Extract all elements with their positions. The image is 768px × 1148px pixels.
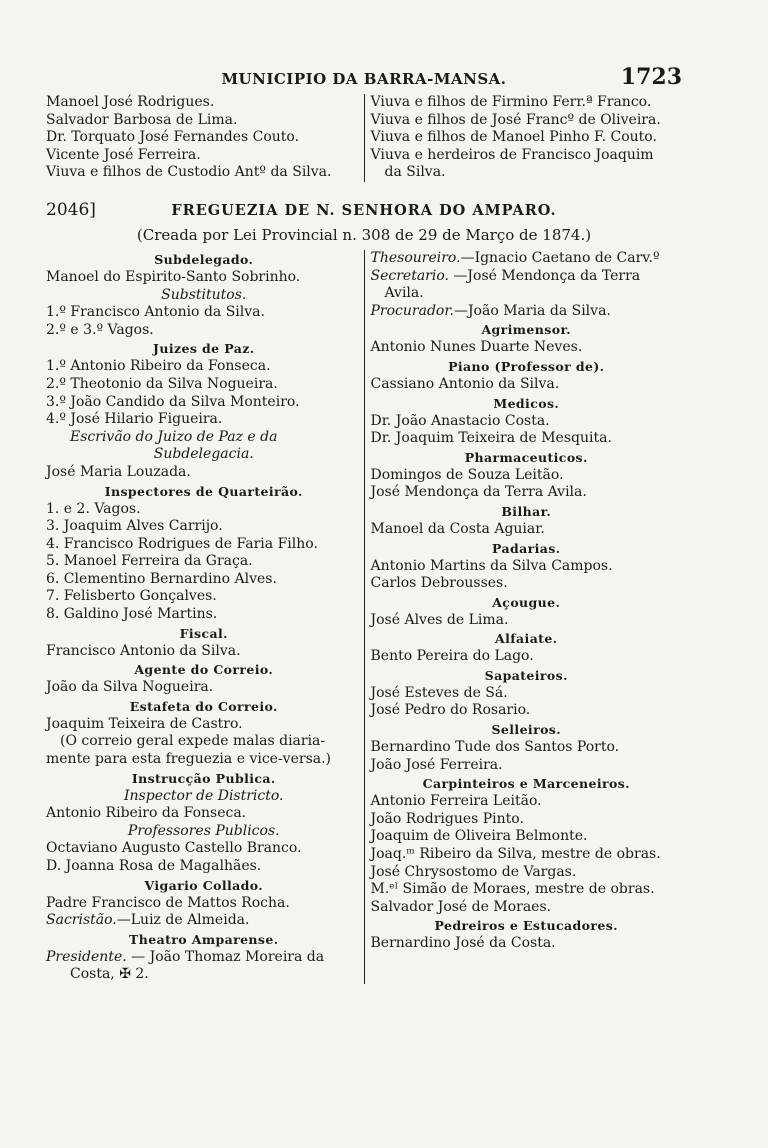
estafeta-heading: Estafeta do Correio. (129, 698, 278, 714)
list-item: Bento Pereira do Lago. (370, 648, 534, 665)
list-item: 7. Felisberto Gonçalves. (46, 588, 217, 605)
secretario-label: Secretario. (370, 267, 449, 284)
list-item: 5. Manoel Ferreira da Graça. (46, 553, 253, 570)
list-item: da Silva. (384, 164, 446, 181)
list-item: José Chrysostomo de Vargas. (370, 863, 577, 880)
list-item: Domingos de Souza Leitão. (370, 466, 564, 483)
correio-note-cont: mente para esta freguezia e vice-versa.) (46, 751, 332, 768)
section-heading (46, 196, 682, 224)
list-item: Joaquim de Oliveira Belmonte. (370, 828, 588, 845)
left-column (46, 250, 364, 984)
list-item: José Maria Louzada. (46, 463, 191, 480)
sacristao-line (46, 912, 362, 930)
list-item: 4. Francisco Rodrigues de Faria Filho. (46, 535, 318, 552)
list-item: João Rodrigues Pinto. (370, 810, 524, 827)
inspector-label: Inspector de Districto. (124, 787, 284, 804)
list-item: 8. Galdino José Martins. (46, 606, 218, 623)
escrivao-label-cont: Subdelegacia. (153, 446, 254, 463)
juizes-heading: Juizes de Paz. (153, 341, 255, 357)
list-item: Padre Francisco de Mattos Rocha. (46, 894, 290, 911)
list-item: M.ᵉˡ Simão de Moraes, mestre de obras. (370, 881, 655, 898)
list-item: João José Ferreira. (370, 756, 503, 773)
bilhar-heading: Bilhar. (501, 503, 552, 519)
running-header (46, 62, 682, 94)
list-item: Viuva e filhos de José Francº de Oliveira. (370, 111, 661, 128)
right-column (364, 250, 683, 984)
instrucao-heading: Instrucção Publica. (131, 770, 276, 786)
main-columns (46, 250, 682, 984)
presidente-line (46, 949, 362, 967)
correio-note: (O correio geral expede malas diaria- (60, 733, 326, 750)
list-item: José Mendonça da Terra Avila. (370, 484, 587, 501)
pharmaceuticos-heading: Pharmaceuticos. (464, 449, 588, 465)
top-list (46, 94, 682, 182)
list-item: Salvador Barbosa de Lima. (46, 111, 238, 128)
escrivao-label: Escrivão do Juizo de Paz e da (70, 428, 278, 445)
list-item: 6. Clementino Bernardino Alves. (46, 570, 277, 587)
municipality-title: MUNICIPIO DA BARRA-MANSA. (221, 70, 507, 88)
secretario-name: —José Mendonça da Terra (448, 267, 641, 284)
alfaiate-heading: Alfaiate. (495, 631, 558, 647)
substitutos-heading: Substitutos. (161, 286, 247, 303)
sapateiros-heading: Sapateiros. (484, 667, 568, 683)
medicos-heading: Medicos. (493, 395, 560, 411)
list-item: Antonio Nunes Duarte Neves. (370, 339, 583, 356)
page-number: 1723 (620, 64, 682, 90)
list-item: Manoel da Costa Aguiar. (370, 520, 545, 537)
list-item: Manoel José Rodrigues. (46, 94, 215, 110)
list-item: Vicente José Ferreira. (46, 146, 201, 163)
presidente-name: — João Thomaz Moreira da (126, 948, 325, 965)
list-item: Bernardino Tude dos Santos Porto. (370, 739, 620, 756)
procurador-label: Procurador. (370, 302, 454, 319)
list-item: José Pedro do Rosario. (370, 702, 531, 719)
list-item: Francisco Antonio da Silva. (46, 642, 241, 659)
section-subtitle: (Creada por Lei Provincial n. 308 de 29 de Março de 1874.) (136, 225, 592, 244)
list-item: 4.º José Hilario Figueira. (46, 411, 223, 428)
list-item: 3.º João Candido da Silva Monteiro. (46, 393, 300, 410)
list-item: Joaquim Teixeira de Castro. (46, 715, 243, 732)
list-item: Viuva e filhos de Custodio Antº da Silva. (46, 164, 332, 181)
list-item: Antonio Ferreira Leitão. (370, 793, 542, 810)
sacristao-label: Sacristão. (46, 912, 117, 929)
vigario-heading: Vigario Collado. (144, 877, 264, 893)
list-item: Manoel do Espirito-Santo Sobrinho. (46, 268, 301, 285)
top-list-right (364, 94, 683, 182)
inspectores-heading: Inspectores de Quarteirão. (104, 483, 303, 499)
piano-heading: Piano (Professor de). (448, 358, 605, 374)
list-item: 1. e 2. Vagos. (46, 500, 141, 517)
list-item: 1.º Francisco Antonio da Silva. (46, 304, 265, 321)
agrimensor-heading: Agrimensor. (481, 322, 572, 338)
list-item: Dr. Joaquim Teixeira de Mesquita. (370, 430, 612, 447)
tesoureiro-line (371, 250, 683, 268)
top-list-left (46, 94, 364, 182)
list-item: Viuva e filhos de Manoel Pinho F. Couto. (370, 129, 657, 146)
tesoureiro-name: —Ignacio Caetano de Carv.º (460, 249, 660, 266)
list-item: Cassiano Antonio da Silva. (370, 375, 560, 392)
list-item: Viuva e filhos de Firmino Ferr.ª Franco. (370, 94, 652, 110)
secretario-name-cont: Avila. (384, 285, 424, 302)
list-item: Dr. João Anastacio Costa. (370, 412, 550, 429)
list-item: José Alves de Lima. (370, 611, 509, 628)
list-item: Carlos Debrousses. (370, 575, 508, 592)
fiscal-heading: Fiscal. (179, 625, 228, 641)
list-item: Joaq.ᵐ Ribeiro da Silva, mestre de obras. (370, 846, 661, 863)
list-item: Antonio Martins da Silva Campos. (370, 557, 613, 574)
presidente-name-cont: Costa, ✠ 2. (70, 966, 149, 983)
list-item: Dr. Torquato José Fernandes Couto. (46, 129, 300, 146)
sacristao-name: —Luiz de Almeida. (116, 912, 250, 929)
list-item: 2.º Theotonio da Silva Nogueira. (46, 375, 278, 392)
procurador-name: —João Maria da Silva. (453, 302, 611, 319)
section-number: 2046] (46, 199, 96, 220)
list-item: 2.º e 3.º Vagos. (46, 321, 154, 338)
acougue-heading: Açougue. (492, 594, 561, 610)
professores-label: Professores Publicos. (127, 822, 280, 839)
agente-heading: Agente do Correio. (134, 662, 274, 678)
directory-page (46, 62, 682, 984)
carpinteiros-heading: Carpinteiros e Marceneiros. (422, 776, 630, 792)
list-item: Viuva e herdeiros de Francisco Joaquim (370, 146, 654, 163)
list-item: Octaviano Augusto Castello Branco. (46, 840, 302, 857)
presidente-label: Presidente. (46, 948, 127, 965)
list-item: Salvador José de Moraes. (370, 898, 552, 915)
pedreiros-heading: Pedreiros e Estucadores. (434, 918, 618, 934)
list-item: Bernardino José da Costa. (370, 935, 556, 952)
list-item: D. Joanna Rosa de Magalhães. (46, 858, 262, 874)
selleiros-heading: Selleiros. (491, 722, 561, 738)
padarias-heading: Padarias. (492, 540, 561, 556)
procurador-line (371, 303, 683, 321)
list-item: Antonio Ribeiro da Fonseca. (46, 805, 247, 822)
list-item: 3. Joaquim Alves Carrijo. (46, 518, 223, 535)
list-item: João da Silva Nogueira. (46, 679, 214, 696)
subdelegado-heading: Subdelegado. (154, 251, 254, 267)
section-title: FREGUEZIA DE N. SENHORA DO AMPARO. (171, 201, 557, 219)
tesoureiro-label: Thesoureiro. (370, 249, 461, 266)
list-item: José Esteves de Sá. (370, 684, 508, 701)
secretario-line (371, 268, 683, 286)
theatro-heading: Theatro Amparense. (129, 931, 279, 947)
list-item: 1.º Antonio Ribeiro da Fonseca. (46, 358, 271, 375)
